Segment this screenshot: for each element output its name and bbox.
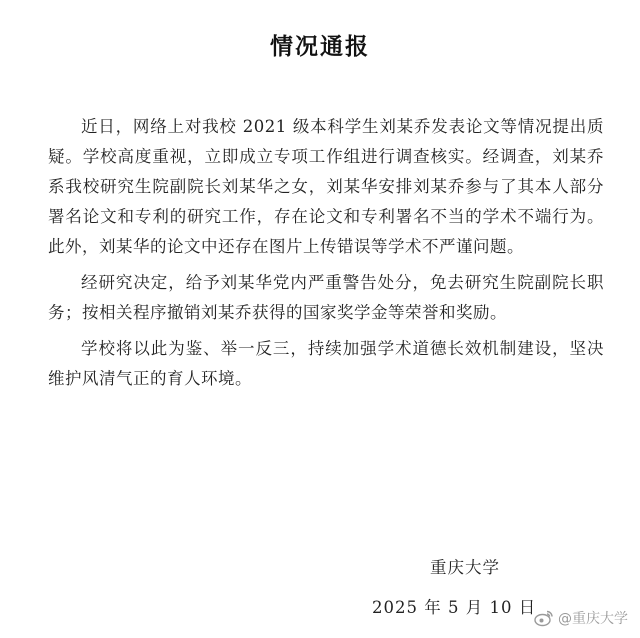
watermark-text: @重庆大学: [558, 611, 628, 627]
notice-body: [48, 112, 604, 400]
issuer-signature: 重庆大学: [430, 558, 500, 577]
notice-paragraph: 经研究决定，给予刘某华党内严重警告处分，免去研究生院副院长职务；按相关程序撤销刘某乔获得的国家奖学金等荣誉和奖励。: [48, 273, 604, 322]
weibo-watermark: [534, 608, 628, 628]
issue-date: 2025 年 5 月 10 日: [372, 598, 537, 617]
weibo-icon: [534, 609, 554, 627]
notice-title: 情况通报: [270, 34, 370, 60]
notice-paragraph: 学校将以此为鉴、举一反三，持续加强学术道德长效机制建设，坚决维护风清气正的育人环境。: [48, 339, 604, 388]
notice-paragraph: 近日，网络上对我校 2021 级本科学生刘某乔发表论文等情况提出质疑。学校高度重视，立即成立专项工作组进行调查核实。经调查，刘某乔系我校研究生院副院长刘某华之女，刘某华安排刘某乔参与了其本人部分署名论文和专利的研究工作，存在论文和专利署名不当的学术不端行为。此外，刘某华的论文中还存在图片上传错误等学术不严谨问题。: [48, 117, 604, 256]
